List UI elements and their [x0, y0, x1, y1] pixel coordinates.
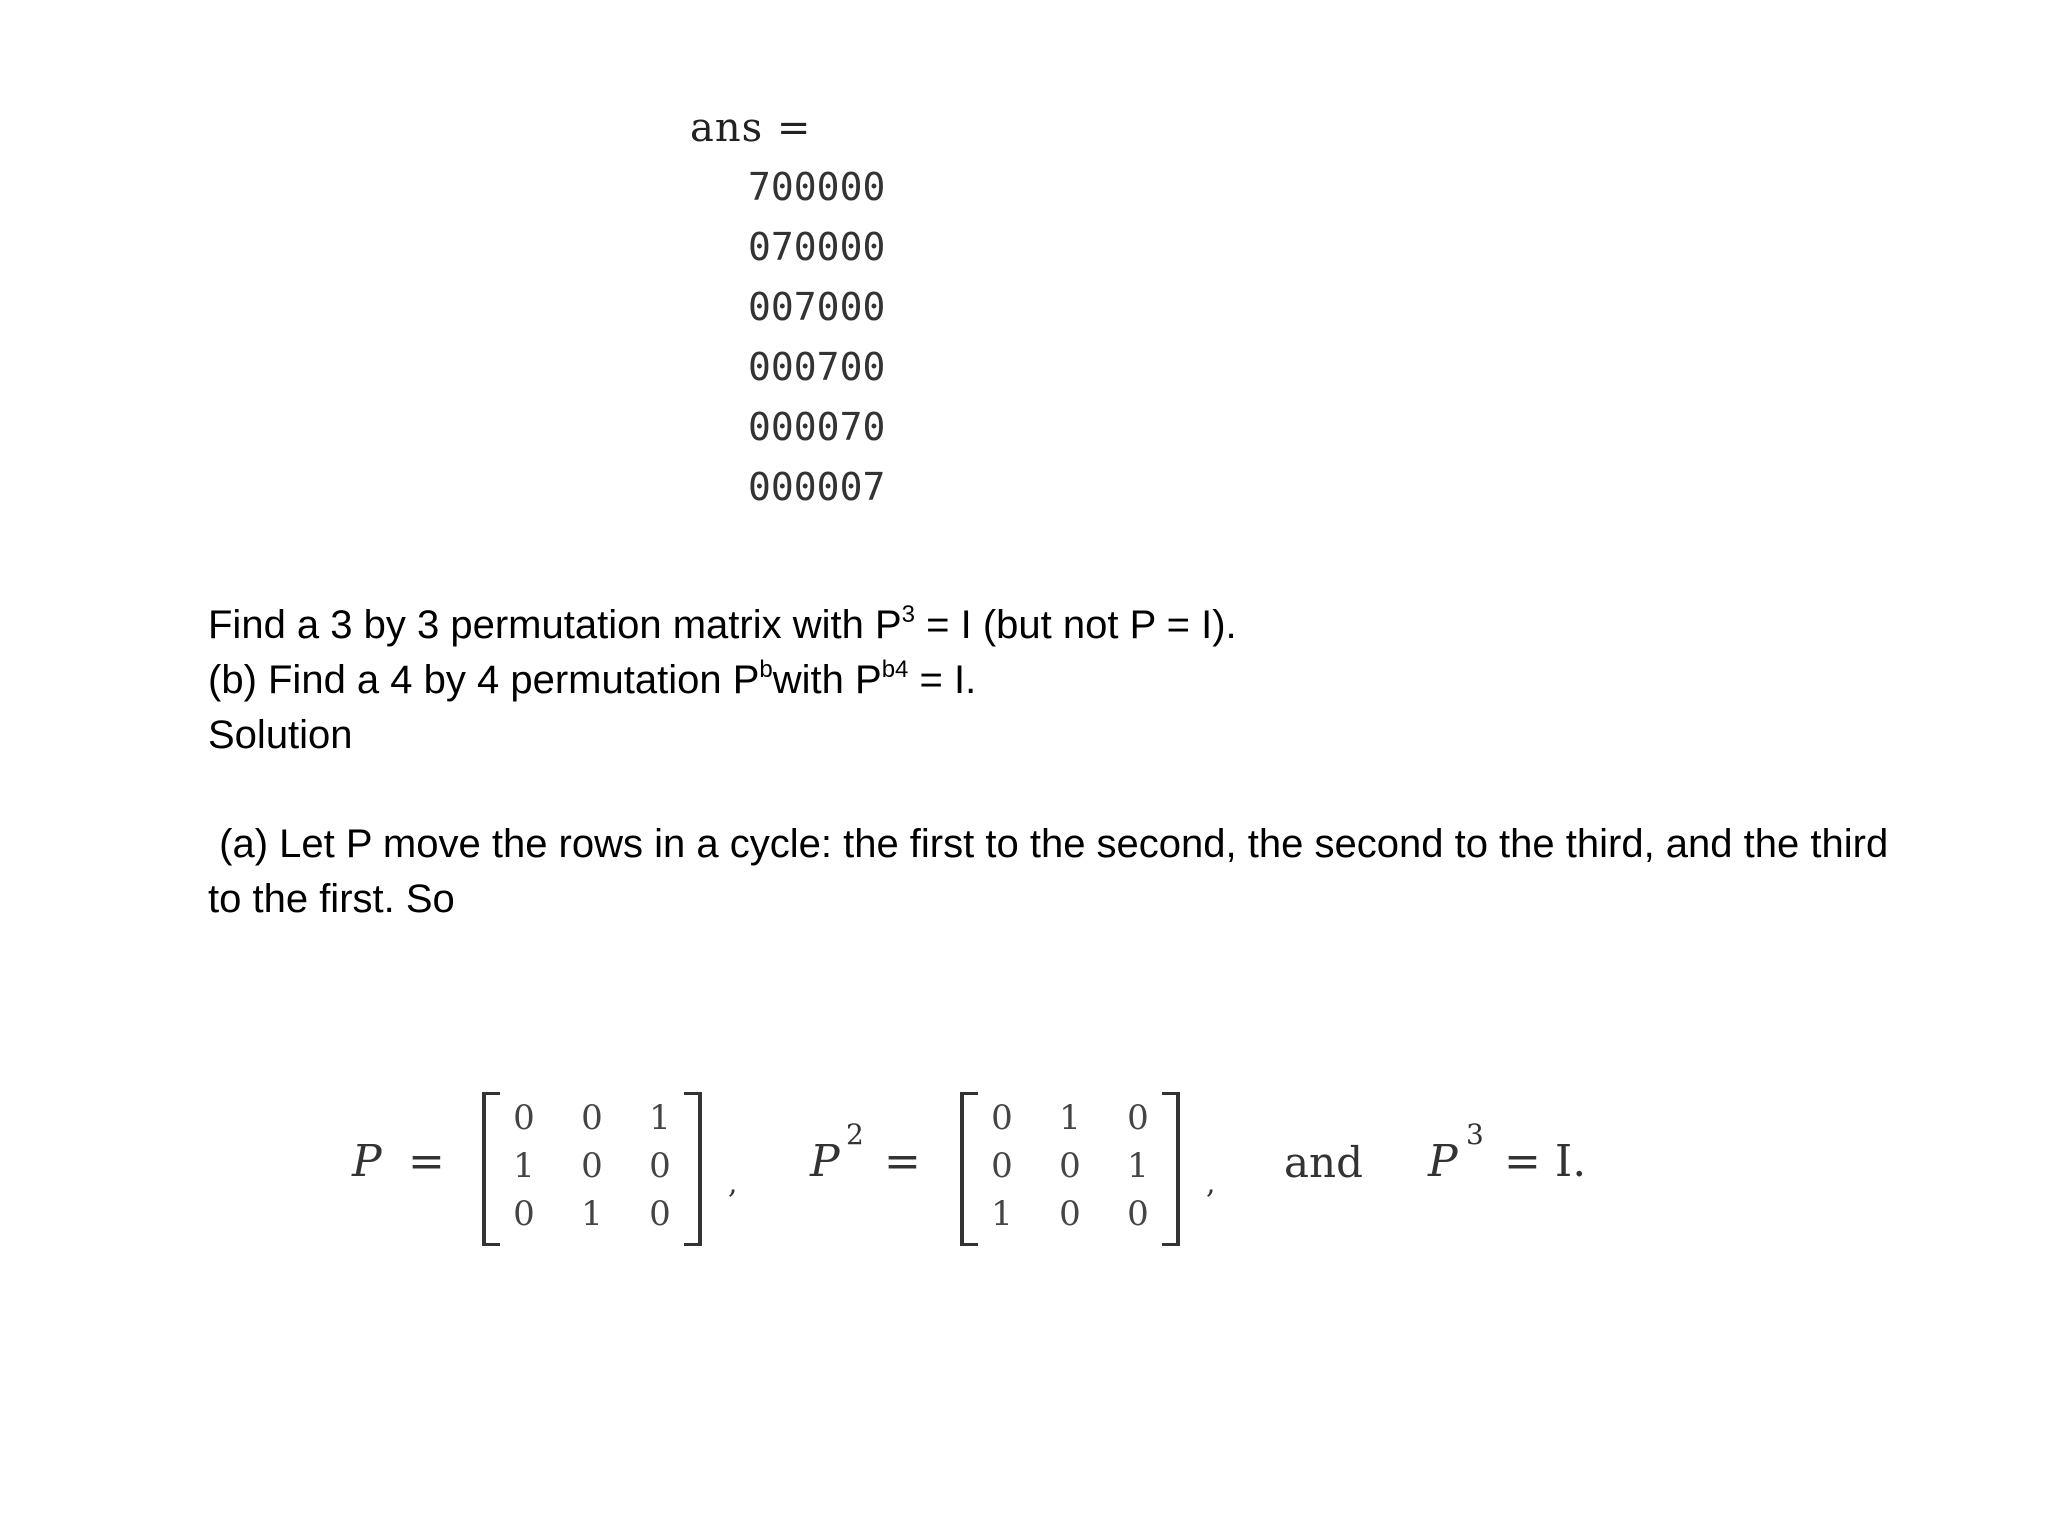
ans-cell: 0 — [816, 165, 840, 209]
p2-exponent: 2 — [846, 1118, 864, 1151]
ans-cell: 0 — [748, 465, 771, 509]
ans-cell: 7 — [793, 285, 817, 329]
right-bracket — [684, 1092, 702, 1246]
ans-cell: 0 — [816, 465, 840, 509]
ans-cell: 7 — [862, 465, 886, 509]
p2-symbol: P — [810, 1136, 840, 1187]
matrix-row — [748, 397, 885, 457]
solution-heading: Solution — [208, 713, 353, 757]
q2-text-c: = I. — [908, 658, 977, 702]
ans-cell: 0 — [862, 405, 886, 449]
p-matrix-cell: 0 — [581, 1098, 603, 1138]
matrix-row — [968, 1094, 1172, 1142]
q1-superscript: 3 — [901, 601, 915, 628]
p2-matrix-cell: 0 — [1127, 1098, 1149, 1138]
solution-text: (a) Let P move the rows in a cycle: the first to the second, the second to the third, and the third to the first. So — [208, 822, 1900, 921]
ans-cell: 0 — [862, 165, 886, 209]
q2-text-a: (b) Find a 4 by 4 permutation P — [208, 658, 760, 702]
p-matrix-cell: 1 — [649, 1098, 671, 1138]
matrix-row — [748, 157, 885, 217]
ans-cell: 0 — [793, 345, 817, 389]
ans-cell: 0 — [770, 405, 794, 449]
ans-cell: 0 — [862, 225, 886, 269]
ans-label: ans = — [690, 105, 812, 151]
ans-cell: 0 — [748, 285, 771, 329]
ans-matrix — [748, 157, 885, 517]
p-matrix-cell: 1 — [513, 1146, 535, 1186]
ans-cell: 0 — [793, 165, 817, 209]
ans-cell: 7 — [839, 405, 863, 449]
p-matrix-cell: 0 — [649, 1194, 671, 1234]
ans-cell: 0 — [793, 225, 817, 269]
equation-line — [0, 1088, 2048, 1248]
q1-text-b: = I (but not P = I). — [915, 603, 1237, 647]
p-matrix-cell: 0 — [649, 1146, 671, 1186]
equals-sign-2: = — [884, 1136, 921, 1187]
p2-matrix-cell: 0 — [991, 1146, 1013, 1186]
p2-matrix-cell: 1 — [1127, 1146, 1149, 1186]
p3-rhs: = I. — [1504, 1136, 1587, 1187]
ans-cell: 0 — [839, 225, 863, 269]
p2-matrix-cell: 1 — [1059, 1098, 1081, 1138]
ans-cell: 0 — [839, 345, 863, 389]
p3-symbol: P — [1428, 1136, 1458, 1187]
question-line-2 — [208, 653, 1908, 713]
p-symbol: P — [352, 1136, 382, 1187]
q1-text-a: Find a 3 by 3 permutation matrix with P — [208, 603, 902, 647]
matrix-row — [490, 1190, 694, 1238]
matrix-row — [748, 337, 885, 397]
matrix-row — [968, 1190, 1172, 1238]
ans-cell: 0 — [839, 165, 863, 209]
ans-cell: 0 — [793, 465, 817, 509]
ans-cell: 0 — [770, 165, 794, 209]
p2-matrix-cell: 0 — [1059, 1194, 1081, 1234]
p3-exponent: 3 — [1466, 1118, 1484, 1151]
q2-superscript-2: b4 — [881, 656, 909, 683]
p-matrix-cell: 0 — [581, 1146, 603, 1186]
ans-cell: 0 — [816, 225, 840, 269]
matrix-row — [748, 217, 885, 277]
ans-cell: 0 — [816, 405, 840, 449]
p-matrix-cell: 0 — [513, 1098, 535, 1138]
p-matrix — [482, 1088, 702, 1243]
ans-cell: 0 — [748, 405, 771, 449]
ans-output — [690, 105, 886, 509]
equals-sign-1: = — [408, 1136, 445, 1187]
p2-matrix-cell: 0 — [1059, 1146, 1081, 1186]
p2-matrix-cell: 1 — [991, 1194, 1013, 1234]
matrix-row — [748, 457, 885, 517]
and-word: and — [1284, 1138, 1363, 1187]
ans-cell: 0 — [770, 345, 794, 389]
p2-matrix-cell: 0 — [991, 1098, 1013, 1138]
ans-cell: 0 — [862, 345, 886, 389]
matrix-row — [968, 1142, 1172, 1190]
p2-matrix-table — [968, 1094, 1172, 1238]
ans-cell: 7 — [748, 165, 771, 209]
ans-cell: 7 — [770, 225, 794, 269]
ans-cell: 0 — [862, 285, 886, 329]
q2-text-b: with P — [772, 658, 882, 702]
p-matrix-cell: 0 — [513, 1194, 535, 1234]
p2-matrix — [960, 1088, 1180, 1243]
ans-cell: 0 — [839, 285, 863, 329]
matrix-row — [490, 1142, 694, 1190]
right-bracket — [1162, 1092, 1180, 1246]
ans-cell: 0 — [748, 345, 771, 389]
ans-cell: 0 — [816, 285, 840, 329]
p-matrix-cell: 1 — [581, 1194, 603, 1234]
comma-2: , — [1206, 1166, 1216, 1201]
ans-cell: 0 — [770, 285, 794, 329]
ans-cell: 0 — [748, 225, 771, 269]
p-matrix-table — [490, 1094, 694, 1238]
ans-cell: 0 — [839, 465, 863, 509]
ans-cell: 0 — [793, 405, 817, 449]
ans-cell: 7 — [816, 345, 840, 389]
matrix-row — [490, 1094, 694, 1142]
comma-1: , — [728, 1166, 738, 1201]
matrix-row — [748, 277, 885, 337]
q2-superscript-1: b — [759, 656, 773, 683]
question-line-1 — [208, 598, 1908, 658]
p2-matrix-cell: 0 — [1127, 1194, 1149, 1234]
ans-cell: 0 — [770, 465, 794, 509]
